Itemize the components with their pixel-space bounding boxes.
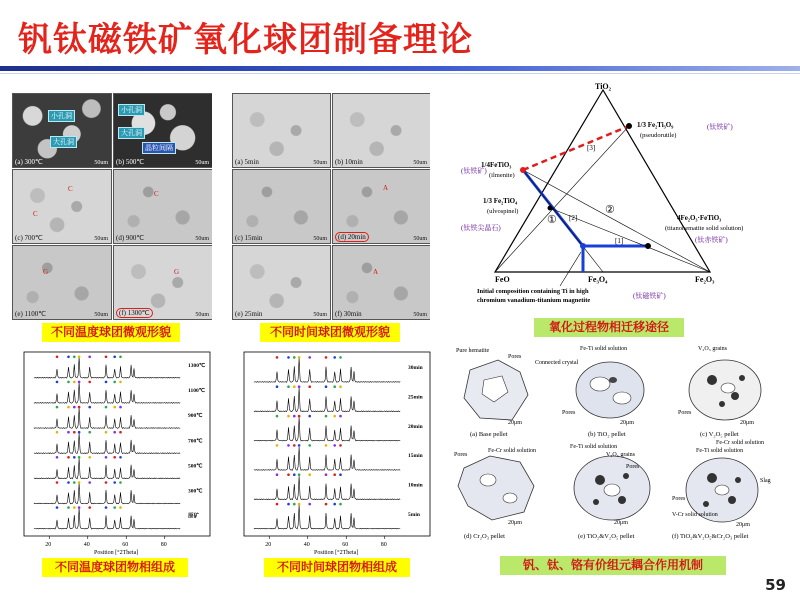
- phase-marker: [119, 356, 122, 359]
- scale-bar: 50um: [195, 160, 209, 166]
- title-rule-thin: [0, 73, 800, 74]
- page-number: 59: [765, 576, 786, 594]
- phase-marker: [88, 456, 91, 459]
- phase-marker: [73, 506, 76, 509]
- phase-marker: [119, 481, 122, 484]
- small-pore-tag: 小孔洞: [118, 104, 145, 116]
- phase-marker: [293, 356, 296, 359]
- phase-marker: [113, 456, 116, 459]
- svg-text:Pure hematite: Pure hematite: [456, 348, 490, 354]
- svg-text:V-Cr solid solution: V-Cr solid solution: [672, 512, 718, 518]
- svg-text:Slag: Slag: [760, 478, 771, 484]
- pseudorutile-cn: (钛铁矿): [707, 123, 733, 131]
- path-3-line: [523, 126, 629, 170]
- phase-marker: [113, 431, 116, 434]
- large-pore-tag: 大孔洞: [118, 127, 145, 139]
- phase-marker: [119, 406, 122, 409]
- phase-marker: [113, 356, 116, 359]
- phase-marker: [339, 444, 342, 447]
- svg-text:20μm: 20μm: [620, 420, 634, 426]
- phase-marker: [73, 456, 76, 459]
- phase-marker: [56, 456, 59, 459]
- svg-text:(c) V₂O₅ pellet: (c) V₂O₅ pellet: [700, 431, 739, 438]
- xrd-xlabel: Position [°2Theta]: [94, 550, 139, 556]
- phase-marker: [113, 381, 116, 384]
- xrd-series-label: 原矿: [188, 513, 200, 520]
- phase-marker: [113, 406, 116, 409]
- micrograph-label: (c) 700℃: [15, 234, 43, 242]
- phase-marker: [333, 473, 336, 476]
- phase-marker: [88, 381, 91, 384]
- svg-text:(e) TiO₂&V₂O₅ pellet: (e) TiO₂&V₂O₅ pellet: [578, 533, 635, 540]
- apex-feo: FeO: [495, 275, 510, 284]
- slide-title: 钒钛磁铁矿氧化球团制备理论: [18, 20, 473, 60]
- xrd-tick-label: 20: [45, 542, 52, 548]
- phase-marker: [293, 473, 296, 476]
- phase-marker: [67, 456, 70, 459]
- phase-marker: [73, 381, 76, 384]
- apex-fe3o4: Fe₃O₄: [588, 275, 608, 284]
- micrograph-label: (f) 30min: [335, 310, 362, 318]
- phase-marker: [73, 406, 76, 409]
- phase-marker: [325, 444, 328, 447]
- xrd-series-label: 1100℃: [188, 388, 205, 394]
- phase-marker: [325, 385, 328, 388]
- phase-marker: [105, 481, 108, 484]
- xrd-tick-label: 40: [83, 542, 90, 548]
- phase-marker: [339, 503, 342, 506]
- phase-marker: [276, 356, 279, 359]
- micrograph-30min: A (f) 30min 50um: [332, 245, 430, 320]
- xrd-series-label: 300℃: [188, 488, 203, 495]
- phase-marker: [88, 356, 91, 359]
- phase-marker: [339, 356, 342, 359]
- phase-marker: [276, 415, 279, 418]
- svg-text:20μm: 20μm: [508, 520, 522, 526]
- svg-text:(d) Cr₂O₃ pellet: (d) Cr₂O₃ pellet: [464, 533, 505, 540]
- pseudorutile-formula: 1/3 Fe₂Ti₃O₉: [637, 121, 674, 129]
- phase-marker: [293, 385, 296, 388]
- phase-marker: [298, 356, 301, 359]
- path-label-2: [2]: [569, 214, 578, 222]
- phase-marker: [276, 385, 279, 388]
- micrograph-label: (b) 10min: [335, 158, 363, 166]
- xrd-tick-label: 40: [303, 542, 310, 548]
- temperature-micrographs: [12, 93, 212, 323]
- phase-marker: [105, 356, 108, 359]
- svg-text:Pores: Pores: [508, 354, 522, 360]
- time-micrographs-caption: 不同时间球团微观形貌: [260, 323, 400, 342]
- phase-marker: [308, 385, 311, 388]
- micrograph-label: (a) 300℃: [15, 158, 43, 166]
- svg-text:V₂O₅ grains: V₂O₅ grains: [606, 452, 636, 458]
- phase-marker: [88, 406, 91, 409]
- xrd-series-label: 1300℃: [188, 362, 206, 369]
- phase-marker: [56, 381, 59, 384]
- large-pore-tag: 大孔洞: [50, 136, 77, 148]
- titanohematite-desc: (titanohematite solid solution): [665, 225, 744, 232]
- initial-composition-cn: (钛磁铁矿): [633, 292, 666, 300]
- scale-bar: 50um: [195, 312, 209, 318]
- phase-marker: [287, 444, 290, 447]
- phase-marker: [67, 356, 70, 359]
- phase-marker: [113, 506, 116, 509]
- phase-marker: [67, 506, 70, 509]
- mechanism-schematics: [450, 340, 785, 545]
- svg-text:Pores: Pores: [626, 464, 640, 470]
- scale-bar: 50um: [94, 312, 108, 318]
- xrd-series-label: 900℃: [188, 413, 203, 420]
- phase-marker: [105, 406, 108, 409]
- phase-marker: [287, 473, 290, 476]
- xrd-series-label: 20min: [408, 423, 423, 430]
- phase-marker: [325, 503, 328, 506]
- phase-marker: [78, 356, 81, 359]
- phase-marker: [78, 381, 81, 384]
- mechanism-panel-e: [570, 444, 650, 540]
- svg-text:Fe-Cr solid solution: Fe-Cr solid solution: [716, 440, 765, 446]
- scale-bar: 50um: [313, 160, 327, 166]
- svg-text:Fe-Ti solid solution: Fe-Ti solid solution: [580, 346, 628, 352]
- path-label-3: [3]: [587, 144, 596, 152]
- phase-marker: [67, 381, 70, 384]
- phase-marker: [73, 356, 76, 359]
- marker-1: ①: [547, 214, 557, 226]
- xrd-tick-label: 80: [160, 542, 167, 548]
- phase-marker: [298, 415, 301, 418]
- pseudorutile-desc: (pseudorutile): [640, 132, 677, 139]
- phase-marker: [308, 415, 311, 418]
- phase-marker: [308, 444, 311, 447]
- micrograph-label: (b) 500℃: [116, 158, 145, 166]
- xrd-series-label: 30min: [408, 365, 423, 372]
- phase-marker: [333, 444, 336, 447]
- phase-marker: [78, 406, 81, 409]
- xrd-xlabel: Position [°2Theta]: [314, 550, 359, 556]
- phase-marker: [308, 356, 311, 359]
- svg-text:20μm: 20μm: [740, 420, 754, 426]
- svg-text:(b) TiO₂ pellet: (b) TiO₂ pellet: [588, 431, 626, 438]
- ilmenite-desc: (ilmenite): [489, 172, 515, 179]
- mechanism-caption: 钒、钛、铬有价组元耦合作用机制: [500, 556, 726, 575]
- phase-marker: [298, 444, 301, 447]
- scale-bar: 50um: [413, 160, 427, 166]
- svg-text:V₂O₅ grains: V₂O₅ grains: [698, 346, 728, 352]
- phase-marker: [298, 503, 301, 506]
- scale-bar: 50um: [313, 312, 327, 318]
- svg-text:20μm: 20μm: [508, 420, 522, 426]
- scale-bar: 50um: [94, 160, 108, 166]
- phase-marker: [56, 356, 59, 359]
- phase-marker: [56, 406, 59, 409]
- apex-tio2: TiO₂: [595, 82, 612, 91]
- phase-marker: [333, 356, 336, 359]
- phase-marker: [105, 381, 108, 384]
- phase-marker: [113, 481, 116, 484]
- svg-text:(f) TiO₂&V₂O₅&Cr₂O₃ pellet: (f) TiO₂&V₂O₅&Cr₂O₃ pellet: [672, 533, 749, 540]
- temperature-micrographs-caption: 不同温度球团微观形貌: [42, 323, 180, 342]
- mechanism-panel-a: [456, 348, 578, 438]
- phase-marker: [308, 473, 311, 476]
- phase-marker: [105, 506, 108, 509]
- micrograph-label: (e) 1100℃: [15, 310, 47, 318]
- phase-marker: [339, 385, 342, 388]
- phase-marker: [78, 481, 81, 484]
- mechanism-panel-f: [672, 440, 771, 540]
- phase-marker: [339, 415, 342, 418]
- micrograph-label: (c) 15min: [235, 234, 263, 242]
- phase-marker: [67, 481, 70, 484]
- svg-text:Pores: Pores: [562, 410, 576, 416]
- micrograph-label: (a) 5min: [235, 158, 259, 166]
- phase-marker: [119, 506, 122, 509]
- phase-marker: [276, 444, 279, 447]
- svg-text:20μm: 20μm: [736, 522, 750, 528]
- xrd-series-label: 700℃: [188, 438, 203, 445]
- xrd-tick-label: 80: [380, 542, 387, 548]
- micrograph-label: (d) 20min: [335, 232, 369, 242]
- svg-text:Pores: Pores: [678, 410, 692, 416]
- svg-text:Pores: Pores: [672, 496, 686, 502]
- micrograph-700c: C C (c) 700℃ 50um: [12, 169, 112, 244]
- phase-marker: [293, 444, 296, 447]
- xrd-series-label: 5min: [408, 511, 420, 518]
- micrograph-label: (e) 25min: [235, 310, 263, 318]
- phase-marker: [276, 473, 279, 476]
- scale-bar: 50um: [413, 236, 427, 242]
- titanohematite-cn: (钛赤铁矿): [695, 236, 728, 244]
- phase-marker: [333, 385, 336, 388]
- phase-marker: [88, 506, 91, 509]
- phase-marker: [276, 503, 279, 506]
- svg-text:(a) Base pellet: (a) Base pellet: [470, 431, 508, 438]
- phase-marker: [287, 385, 290, 388]
- svg-text:20μm: 20μm: [614, 520, 628, 526]
- phase-marker: [56, 481, 59, 484]
- phase-marker: [293, 503, 296, 506]
- phase-marker: [73, 431, 76, 434]
- phase-marker: [308, 503, 311, 506]
- phase-marker: [325, 356, 328, 359]
- ilmenite-formula: 1/4FeTiO₃: [481, 161, 512, 169]
- phase-marker: [333, 503, 336, 506]
- xrd-series-label: 25min: [408, 394, 423, 401]
- micrograph-label: (f) 1300℃: [116, 308, 153, 318]
- temperature-xrd-chart: [14, 348, 214, 558]
- phase-marker: [78, 506, 81, 509]
- svg-text:Pores: Pores: [454, 452, 468, 458]
- phase-marker: [88, 431, 91, 434]
- xrd-tick-label: 60: [342, 542, 349, 548]
- initial-composition-note-2: chromium vanadium-titanium magnetite: [477, 297, 591, 304]
- phase-marker: [78, 431, 81, 434]
- scale-bar: 50um: [413, 312, 427, 318]
- marker-2: ②: [605, 204, 615, 216]
- xrd-series-label: 500℃: [188, 463, 203, 470]
- temperature-xrd-caption: 不同温度球团物相组成: [42, 558, 188, 577]
- path-label-1: [1]: [615, 237, 624, 245]
- phase-marker: [56, 506, 59, 509]
- phase-marker: [88, 481, 91, 484]
- micrograph-25min: [232, 245, 331, 320]
- phase-marker: [287, 415, 290, 418]
- phase-marker: [73, 481, 76, 484]
- micrograph-1100c: G (e) 1100℃ 50um: [12, 245, 112, 320]
- micrograph-5min: [232, 93, 331, 168]
- phase-marker: [119, 381, 122, 384]
- micrograph-15min: [232, 169, 331, 244]
- phase-diagram-caption: 氧化过程物相迁移途径: [534, 318, 684, 337]
- svg-text:Connected crystal: Connected crystal: [535, 360, 579, 366]
- small-pore-tag: 小孔洞: [48, 110, 75, 122]
- phase-marker: [339, 473, 342, 476]
- micrograph-500c: [113, 93, 212, 168]
- ulvospinel-desc: (ulvospinel): [487, 208, 519, 215]
- ulvospinel-formula: 1/3 Fe₂TiO₄: [483, 197, 518, 205]
- phase-marker: [325, 473, 328, 476]
- phase-marker: [298, 385, 301, 388]
- time-xrd-chart: [234, 348, 434, 558]
- phase-marker: [67, 431, 70, 434]
- phase-marker: [298, 473, 301, 476]
- micrograph-1300c: G (f) 1300℃ 50um: [113, 245, 212, 320]
- phase-marker: [56, 431, 59, 434]
- grain-boundary-tag: 晶粒间隔: [142, 142, 176, 154]
- ilmenite-cn: (钛铁矿): [461, 167, 487, 175]
- phase-marker: [105, 456, 108, 459]
- scale-bar: 50um: [313, 236, 327, 242]
- phase-marker: [67, 406, 70, 409]
- phase-marker: [78, 456, 81, 459]
- initial-composition-note-1: Initial composition containing Ti in high: [477, 288, 589, 295]
- mechanism-panel-c: [678, 346, 761, 438]
- micrograph-10min: [332, 93, 430, 168]
- xrd-series-label: 15min: [408, 453, 423, 460]
- micrograph-900c: C (d) 900℃ 50um: [113, 169, 212, 244]
- phase-marker: [325, 415, 328, 418]
- phase-marker: [333, 415, 336, 418]
- svg-text:Fe-Ti solid solution: Fe-Ti solid solution: [570, 444, 618, 450]
- xrd-tick-label: 20: [265, 542, 272, 548]
- phase-marker: [105, 431, 108, 434]
- mechanism-panel-d: [454, 448, 536, 540]
- phase-marker: [119, 431, 122, 434]
- phase-marker: [287, 503, 290, 506]
- xrd-tick-label: 60: [122, 542, 129, 548]
- svg-text:Fe-Ti solid solution: Fe-Ti solid solution: [696, 448, 744, 454]
- phase-migration-diagram: [455, 80, 785, 310]
- xrd-series-label: 10min: [408, 482, 423, 489]
- micrograph-20min: A (d) 20min 50um: [332, 169, 430, 244]
- svg-text:Fe-Cr solid solution: Fe-Cr solid solution: [488, 448, 537, 454]
- micrograph-label: (d) 900℃: [116, 234, 145, 242]
- time-micrographs: [232, 93, 430, 323]
- micrograph-300c: [12, 93, 112, 168]
- apex-fe2o3: Fe₂O₃: [695, 275, 715, 284]
- time-xrd-caption: 不同时间球团物相组成: [264, 558, 410, 577]
- phase-marker: [119, 456, 122, 459]
- phase-marker: [287, 356, 290, 359]
- title-rule: [0, 66, 800, 71]
- titanohematite-formula: 4Fe₂O₃·FeTiO₃: [677, 214, 722, 222]
- phase-marker: [293, 415, 296, 418]
- scale-bar: 50um: [195, 236, 209, 242]
- scale-bar: 50um: [94, 236, 108, 242]
- ulvospinel-cn: (钛铁尖晶石): [461, 224, 501, 232]
